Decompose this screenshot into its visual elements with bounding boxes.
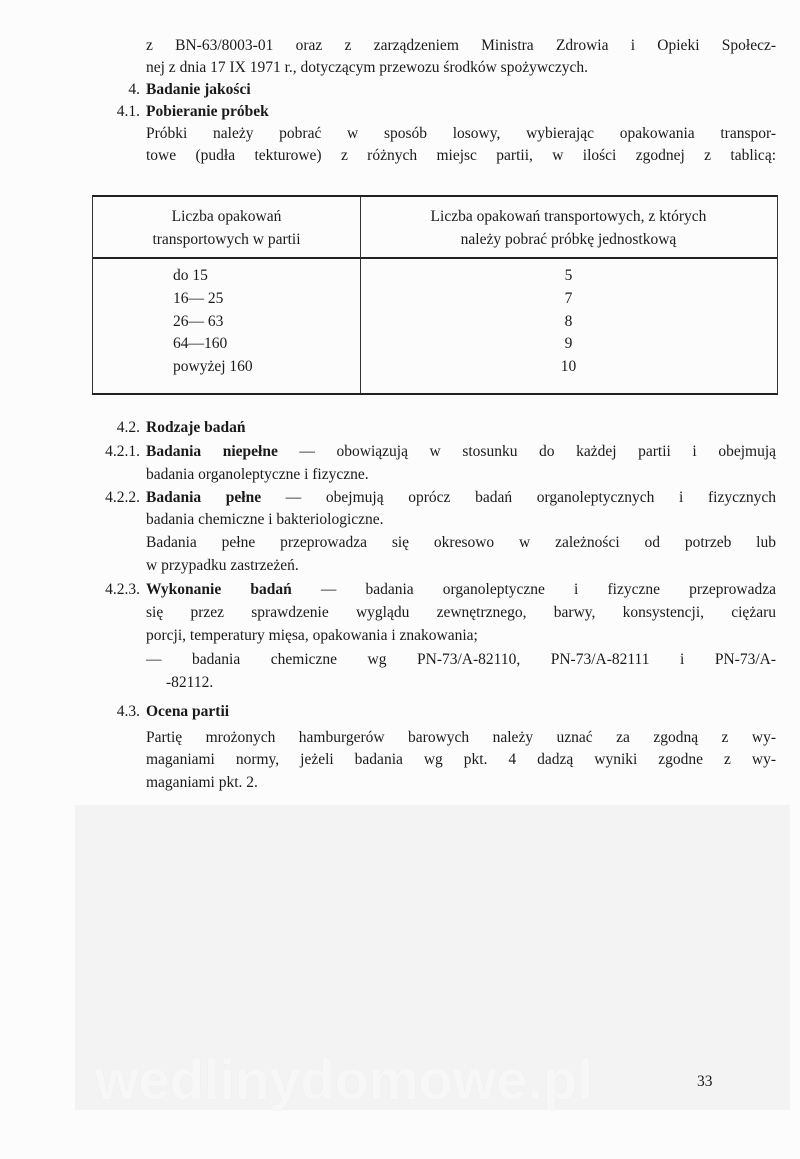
paragraph-line: Partię mrożonych hamburgerów barowych należy uznać za zgodną z wy- xyxy=(146,729,776,746)
list-item-line: — badania chemiczne wg PN-73/A-82110, PN-73/A-82111 i PN-73/A- xyxy=(146,651,776,668)
section-heading: Rodzaje badań xyxy=(146,419,246,436)
intro-line: nej z dnia 17 IX 1971 r., dotyczącym przewozu środków spożywczych. xyxy=(146,59,589,76)
list-item-line: -82112. xyxy=(166,674,214,691)
section-number: 4.2.1. xyxy=(105,443,140,460)
paragraph-line: maganiami normy, jeżeli badania wg pkt. 4 dadzą wyniki zgodne z wy- xyxy=(146,751,776,768)
section-heading: Ocena partii xyxy=(146,703,230,720)
paragraph-line: maganiami pkt. 2. xyxy=(146,774,258,791)
page-number: 33 xyxy=(697,1073,713,1090)
watermark: wedlinydomowe.pl xyxy=(95,1048,593,1111)
paragraph-line: badania organoleptyczne i fizyczne. xyxy=(146,466,369,483)
paragraph-line: porcji, temperatury mięsa, opakowania i znakowania; xyxy=(146,627,478,644)
paragraph-line: Badania pełne przeprowadza się okresowo w zależności od potrzeb lub xyxy=(146,534,776,551)
paragraph-line: badania chemiczne i bakteriologiczne. xyxy=(146,511,384,528)
paragraph-line: Badania niepełne — obowiązują w stosunku do każdej partii i obejmują xyxy=(146,443,777,460)
paragraph-line: się przez sprawdzenie wyglądu zewnętrznego, barwy, konsystencji, ciężaru xyxy=(146,604,776,621)
section-number: 4.1. xyxy=(116,103,140,120)
paragraph-line: Wykonanie badań — badania organoleptyczne i fizyczne przeprowadza xyxy=(146,581,777,598)
paragraph-line: Próbki należy pobrać w sposób losowy, wybierając opakowania transpor- xyxy=(146,125,776,142)
table-header-rule xyxy=(93,257,777,259)
section-heading: Badanie jakości xyxy=(146,81,251,98)
section-number: 4.2. xyxy=(116,419,140,436)
section-number: 4.2.3. xyxy=(105,581,140,598)
section-number: 4. xyxy=(128,81,140,98)
section-number: 4.3. xyxy=(116,703,140,720)
paragraph-line: w przypadku zastrzeżeń. xyxy=(146,557,299,574)
table-header-cell: Liczba opakowań transportowych, z których należy pobrać próbkę jednostkową xyxy=(430,208,707,248)
section-number: 4.2.2. xyxy=(105,489,140,506)
paragraph-line: towe (pudła tekturowe) z różnych miejsc partii, w ilości zgodnej z tablicą: xyxy=(146,147,776,164)
intro-line: z BN-63/8003-01 oraz z zarządzeniem Ministra Zdrowia i Opieki Społecz- xyxy=(146,37,776,54)
section-heading: Pobieranie próbek xyxy=(146,103,269,120)
table-header-cell: Liczba opakowań transportowych w partii xyxy=(152,208,301,248)
sampling-table: Liczba opakowań transportowych w partii Liczba opakowań transportowych, z których należy pobrać próbkę jednostkową do 15 5 16— 25 7 26— 63 8 64—160 9 powyżej 160 10 xyxy=(92,195,778,395)
paragraph-line: Badania pełne — obejmują oprócz badań organoleptycznych i fizycznych xyxy=(146,489,776,506)
